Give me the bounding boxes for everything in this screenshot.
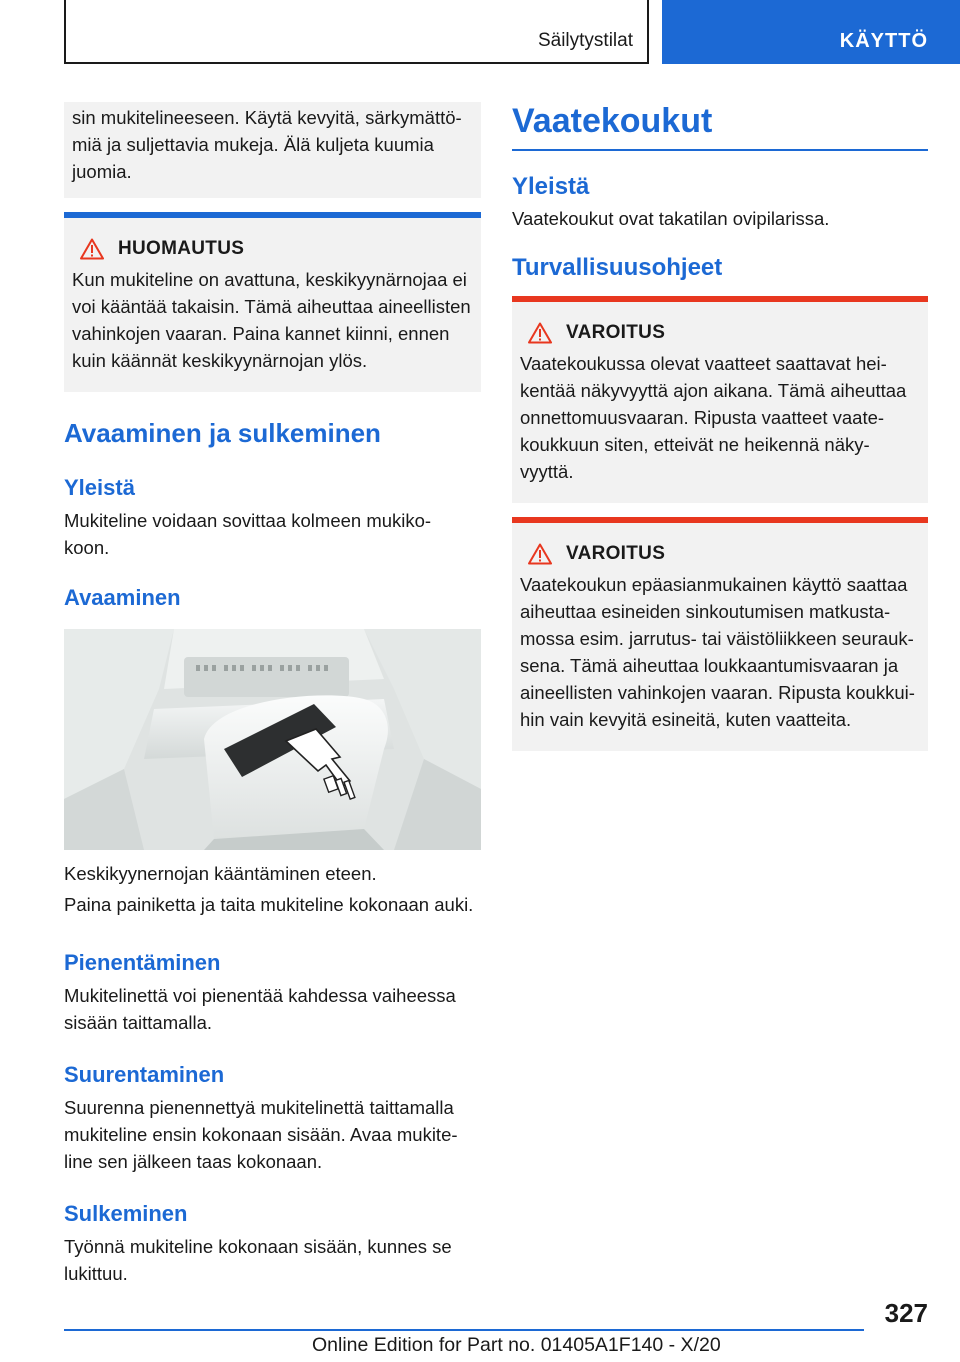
right-column bbox=[512, 102, 928, 751]
warning-box-1 bbox=[512, 296, 928, 503]
warning-2-title: VAROITUS bbox=[566, 543, 666, 564]
armrest-cupholder-illustration bbox=[64, 629, 481, 850]
heading-opening-closing: Avaaminen ja sulkeminen bbox=[64, 418, 381, 448]
header-section-tab bbox=[64, 0, 649, 64]
notice-title: HUOMAUTUS bbox=[118, 238, 245, 259]
footer-edition-text: Online Edition for Part no. 01405A1F140 - X/20 bbox=[312, 1334, 721, 1356]
coat-hooks-general-text: Vaatekoukut ovat takatilan ovipilarissa. bbox=[512, 208, 830, 229]
warning-1-text: Vaatekoukussa olevat vaatteet saattavat hei- kentää näkyvyyttä ajon aikana. Tämä aiheuttaa onnettomuusvaaran. Ripusta vaatteet vaate- koukkuun siten, etteivät ne heikennä näky- vyyttä. bbox=[520, 353, 907, 482]
page-number: 327 bbox=[884, 1298, 928, 1328]
section-title-coat-hooks: Vaatekoukut bbox=[512, 102, 928, 151]
notice-text: Kun mukiteline on avattuna, keskikyynärnojaa ei voi kääntää takaisin. Tämä aiheuttaa aineellisten vahinkojen vaaran. Paina kannet kiinni, ennen kuin käännät keskikyynärnojan ylös. bbox=[72, 269, 471, 371]
warning-triangle-icon bbox=[528, 543, 552, 565]
image-caption: Keskikyynernojan kääntäminen eteen. bbox=[64, 863, 377, 884]
subheading-reduce: Pienentäminen bbox=[64, 950, 221, 975]
enlarge-text: Suurenna pienennettyä mukitelinettä taittamalla mukiteline ensin kokonaan sisään. Avaa mukite- line sen jälkeen taas kokonaan. bbox=[64, 1097, 458, 1172]
header-chapter-tab bbox=[662, 0, 960, 64]
subheading-opening: Avaaminen bbox=[64, 585, 181, 610]
opening-text: Paina painiketta ja taita mukiteline kokonaan auki. bbox=[64, 894, 474, 915]
general-text: Mukiteline voidaan sovittaa kolmeen mukiko- koon. bbox=[64, 510, 432, 558]
continued-notice-box bbox=[64, 102, 481, 198]
warning-triangle-icon bbox=[80, 238, 104, 260]
header-chapter-title: KÄYTTÖ bbox=[839, 30, 928, 52]
header-section-title: Säilytystilat bbox=[537, 30, 633, 51]
closing-text: Työnnä mukiteline kokonaan sisään, kunnes se lukittuu. bbox=[64, 1236, 452, 1284]
reduce-text: Mukitelinettä voi pienentää kahdessa vaiheessa sisään taittamalla. bbox=[64, 985, 456, 1033]
footer-divider bbox=[64, 1329, 864, 1331]
subheading-closing: Sulkeminen bbox=[64, 1201, 188, 1226]
armrest-image bbox=[64, 629, 481, 850]
subheading-enlarge: Suurentaminen bbox=[64, 1062, 225, 1087]
warning-box-2 bbox=[512, 517, 928, 751]
warning-1-title: VAROITUS bbox=[566, 322, 666, 343]
warning-triangle-icon bbox=[528, 322, 552, 344]
warning-2-text: Vaatekoukun epäasianmukainen käyttö saattaa aiheuttaa esineiden sinkoutumisen matkusta- mossa esim. jarrutus- tai väistöliikkeen seurauk- sena. Tämä aiheuttaa loukkaantumisvaaran ja aineellisten vahinkojen vaaran. Ripusta koukkui- hin vain kevyitä esineitä, kuten vaatteita. bbox=[520, 574, 915, 730]
notice-box bbox=[64, 212, 481, 392]
subheading-general-right: Yleistä bbox=[512, 173, 590, 200]
subheading-general: Yleistä bbox=[64, 475, 135, 500]
left-column bbox=[64, 102, 481, 1287]
continued-notice-text: sin mukitelineeseen. Käytä kevyitä, särkymättö- miä ja suljettavia mukeja. Älä kuljeta kuumia juomia. bbox=[72, 107, 462, 182]
subheading-safety: Turvallisuusohjeet bbox=[512, 254, 723, 281]
